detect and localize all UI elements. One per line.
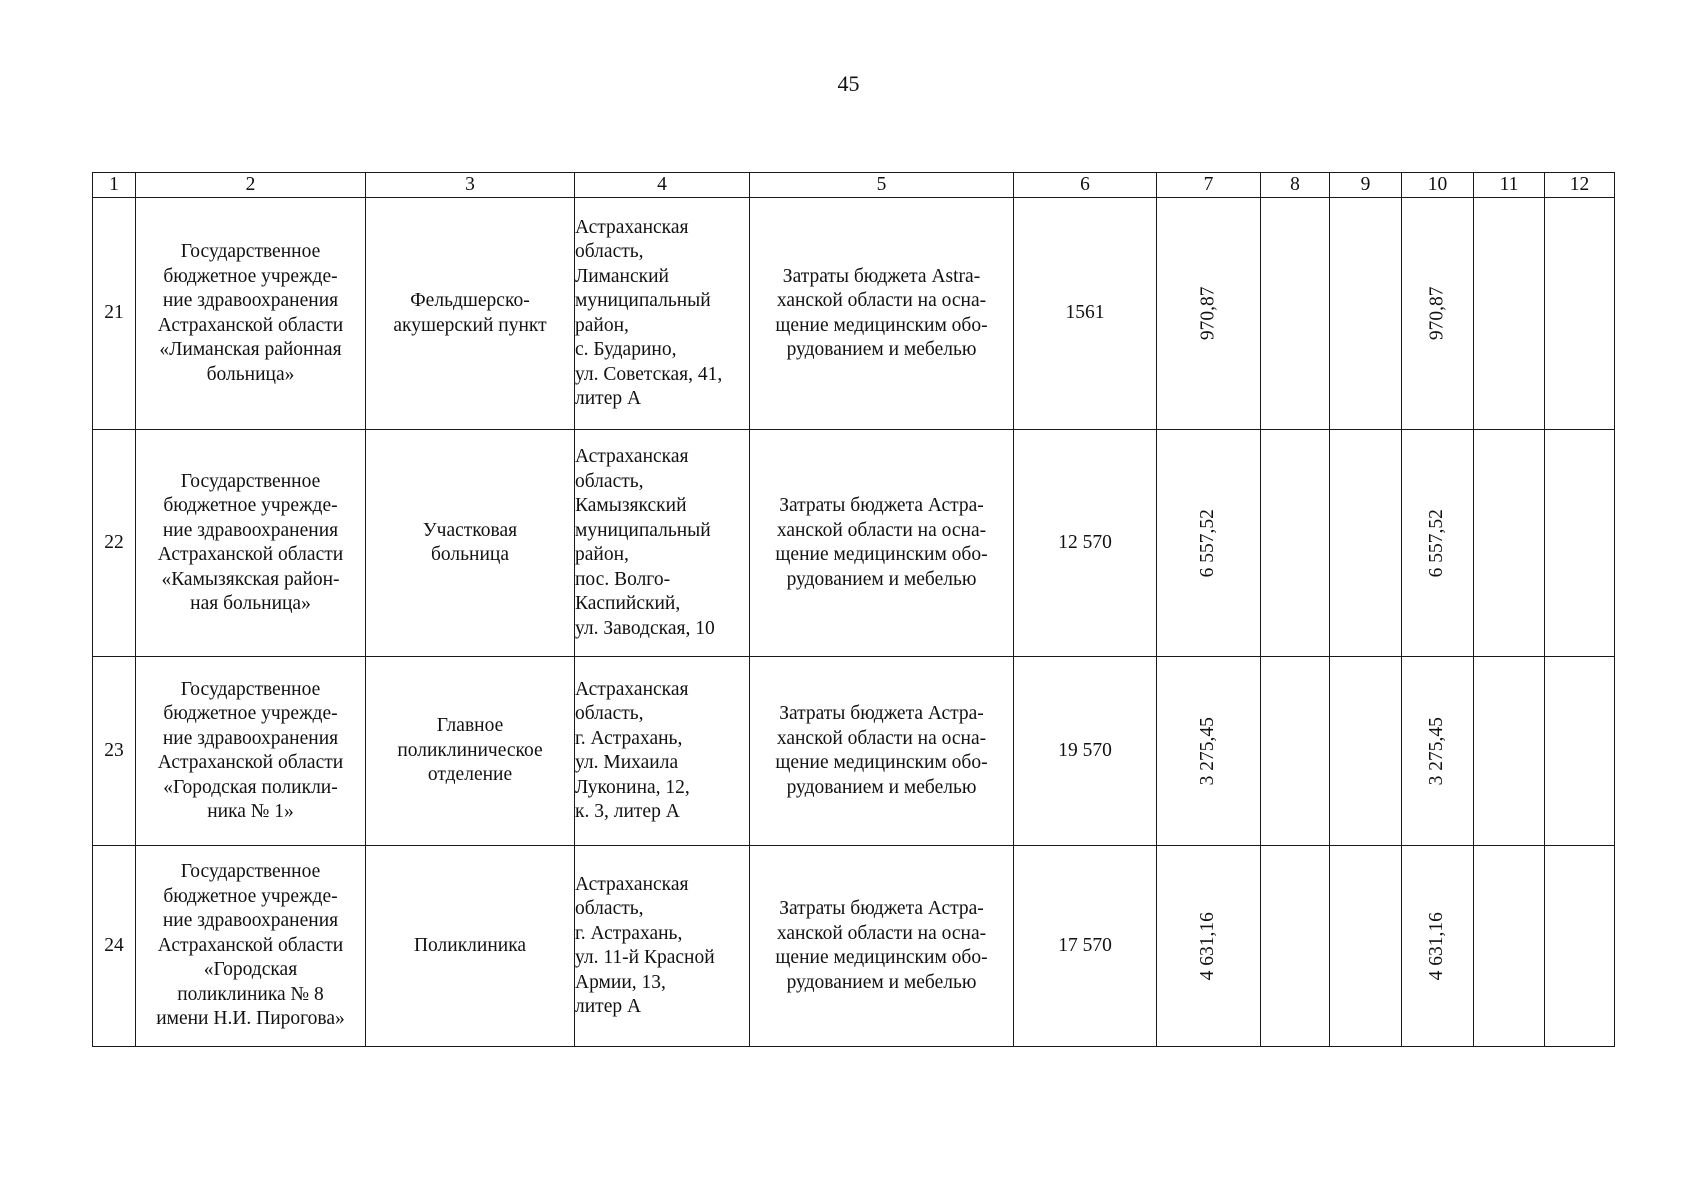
address-text: Астраханская область, Камызякский муниципальный район, пос. Волго- Каспийский, ул. Заводская, 10 [575, 446, 715, 639]
address-cell [575, 846, 750, 1047]
table-row [93, 198, 1615, 430]
expense-cell [750, 430, 1014, 657]
expense-text: Затраты бюджета Астра- ханской области на осна- щение медицинским обо- рудованием и мебелью [775, 898, 988, 993]
col10-cell [1402, 657, 1474, 846]
col12-cell [1545, 198, 1615, 430]
col12-cell [1545, 657, 1615, 846]
address-text: Астраханская область, г. Астрахань, ул. 11-й Красной Армии, 13, литер А [575, 873, 715, 1017]
col8-cell [1261, 430, 1330, 657]
address-text: Астраханская область, Лиманский муниципальный район, с. Бударино, ул. Советская, 41, литер А [575, 216, 723, 409]
col10-cell [1402, 430, 1474, 657]
column-header: 8 [1261, 173, 1330, 198]
institution-cell [136, 198, 366, 430]
column-header: 7 [1157, 173, 1261, 198]
col7-value: 6 557,52 [1197, 508, 1219, 578]
col7-value: 970,87 [1197, 286, 1219, 341]
column-header: 3 [366, 173, 575, 198]
column-header: 10 [1402, 173, 1474, 198]
table-row [93, 846, 1615, 1047]
institution-cell [136, 657, 366, 846]
col7-cell [1157, 657, 1261, 846]
expense-cell [750, 198, 1014, 430]
col11-cell [1474, 430, 1545, 657]
column-header: 12 [1545, 173, 1615, 198]
expense-text: Затраты бюджета Астра- ханской области на осна- щение медицинским обо- рудованием и мебелью [775, 495, 988, 590]
col6-cell: 19 570 [1014, 657, 1157, 846]
object-text: Поликлиника [413, 934, 527, 956]
row-number: 21 [93, 198, 136, 430]
address-text: Астраханская область, г. Астрахань, ул. Михаила Луконина, 12, к. 3, литер А [575, 678, 690, 822]
col7-cell [1157, 430, 1261, 657]
table-row [93, 657, 1615, 846]
object-text: Главное поликлиническое отделение [397, 715, 543, 786]
data-table [92, 172, 1615, 1047]
column-header: 4 [575, 173, 750, 198]
col10-value: 3 275,45 [1426, 716, 1448, 786]
expense-text: Затраты бюджета Астра- ханской области на осна- щение медицинским обо- рудованием и мебелью [775, 703, 988, 798]
institution-text: Государственное бюджетное учрежде- ние здравоохранения Астраханской области «Городская поликлиника № 8 имени Н.И. Пирогова» [156, 861, 345, 1030]
object-cell [366, 430, 575, 657]
expense-cell [750, 657, 1014, 846]
col11-cell [1474, 198, 1545, 430]
institution-cell [136, 430, 366, 657]
col8-cell [1261, 198, 1330, 430]
col6-cell: 12 570 [1014, 430, 1157, 657]
object-cell [366, 657, 575, 846]
col10-cell [1402, 198, 1474, 430]
col6-cell: 17 570 [1014, 846, 1157, 1047]
col6-cell: 1561 [1014, 198, 1157, 430]
col8-cell [1261, 846, 1330, 1047]
column-header: 11 [1474, 173, 1545, 198]
address-cell [575, 657, 750, 846]
col9-cell [1330, 198, 1402, 430]
institution-text: Государственное бюджетное учрежде- ние здравоохранения Астраханской области «Камызякская район- ная больница» [157, 470, 344, 614]
row-number: 23 [93, 657, 136, 846]
table-row [93, 430, 1615, 657]
expense-text: Затраты бюджета Astra- ханской области на осна- щение медицинским обо- рудованием и мебелью [775, 265, 988, 360]
object-text: Участковая больница [422, 519, 518, 565]
object-cell [366, 198, 575, 430]
col9-cell [1330, 846, 1402, 1047]
page-number: 45 [837, 71, 860, 96]
col10-cell [1402, 846, 1474, 1047]
institution-cell [136, 846, 366, 1047]
col12-cell [1545, 846, 1615, 1047]
col12-cell [1545, 430, 1615, 657]
col9-cell [1330, 657, 1402, 846]
col9-cell [1330, 430, 1402, 657]
column-header: 6 [1014, 173, 1157, 198]
object-cell [366, 846, 575, 1047]
col7-cell [1157, 198, 1261, 430]
column-number-row [93, 173, 1615, 198]
column-header: 1 [93, 173, 136, 198]
col7-cell [1157, 846, 1261, 1047]
col8-cell [1261, 657, 1330, 846]
institution-text: Государственное бюджетное учрежде- ние здравоохранения Астраханской области «Лиманская районная больница» [157, 241, 344, 385]
address-cell [575, 198, 750, 430]
col7-value: 4 631,16 [1197, 911, 1219, 981]
object-text: Фельдшерско- акушерский пункт [393, 290, 547, 336]
col7-value: 3 275,45 [1197, 716, 1219, 786]
col11-cell [1474, 846, 1545, 1047]
col11-cell [1474, 657, 1545, 846]
row-number: 22 [93, 430, 136, 657]
col10-value: 970,87 [1426, 286, 1448, 341]
col10-value: 6 557,52 [1426, 508, 1448, 578]
column-header: 2 [136, 173, 366, 198]
column-header: 9 [1330, 173, 1402, 198]
col10-value: 4 631,16 [1426, 911, 1448, 981]
row-number: 24 [93, 846, 136, 1047]
address-cell [575, 430, 750, 657]
expense-cell [750, 846, 1014, 1047]
column-header: 5 [750, 173, 1014, 198]
institution-text: Государственное бюджетное учрежде- ние здравоохранения Астраханской области «Городская поликли- ника № 1» [157, 678, 344, 822]
